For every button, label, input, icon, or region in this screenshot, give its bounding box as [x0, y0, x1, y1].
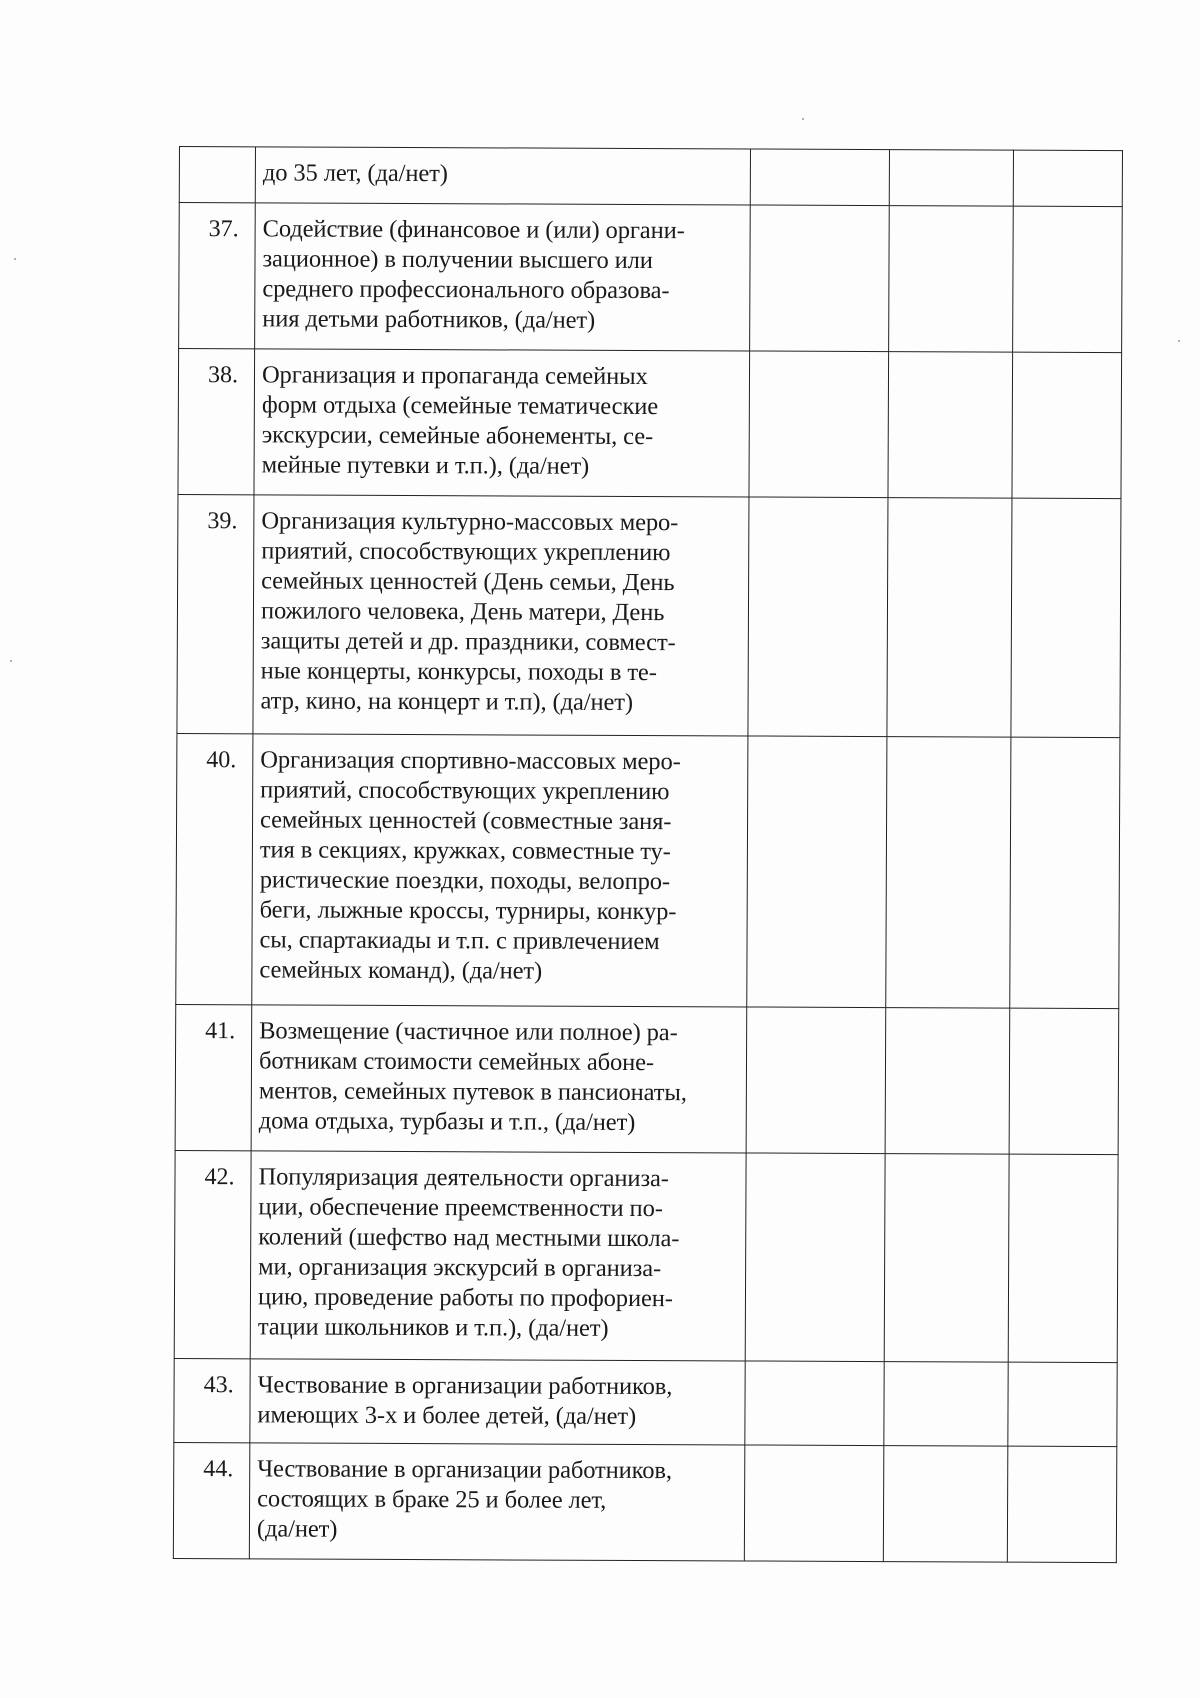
row-criterion-text: Чествование в организации работников, состоящих в браке 25 и более лет, (да/нет) — [249, 1443, 745, 1561]
scan-speck — [10, 660, 12, 662]
row-criterion-text: Содействие (финансовое и (или) органи- зационное) в получении высшего или среднего профессионального образова- ния детьми работников, (да/нет) — [255, 203, 751, 351]
row-number: 39. — [177, 494, 254, 733]
scan-speck — [14, 258, 16, 260]
answer-cell[interactable] — [1010, 737, 1120, 1008]
row-criterion-text: Организация и пропаганда семейных форм отдыха (семейные тематические экскурсии, семейные абонементы, се- мейные путевки и т.п.), (да/нет) — [254, 349, 750, 497]
table-row — [179, 147, 1122, 207]
table-row — [174, 1358, 1117, 1446]
questionnaire-table — [173, 146, 1123, 1563]
row-number: 44. — [173, 1442, 250, 1558]
row-number: 43. — [174, 1358, 250, 1442]
row-number: 42. — [174, 1150, 251, 1358]
table-row — [178, 349, 1122, 499]
answer-cell[interactable] — [1012, 352, 1122, 498]
table-row — [175, 1004, 1119, 1154]
table-row — [176, 733, 1120, 1008]
row-number: 40. — [176, 733, 253, 1004]
answer-cell[interactable] — [1008, 1362, 1117, 1446]
answer-cell[interactable] — [889, 150, 1013, 207]
answer-cell[interactable] — [748, 497, 888, 737]
row-number — [179, 147, 255, 203]
answer-cell[interactable] — [888, 352, 1013, 499]
answer-cell[interactable] — [1013, 206, 1123, 352]
answer-cell[interactable] — [889, 206, 1014, 353]
answer-cell[interactable] — [1007, 1446, 1117, 1562]
row-criterion-text: Организация культурно-массовых меро- приятий, способствующих укреплению семейных ценностей (День семьи, День пожилого человека, День матери, День защиты детей и др. праздники, совмест- ные концерты, конкурсы, походы в те- атр, кино, на концерт и т.п), (да/нет) — [253, 495, 749, 736]
row-number: 38. — [178, 349, 255, 495]
answer-cell[interactable] — [883, 1446, 1008, 1563]
answer-cell[interactable] — [1013, 150, 1122, 206]
answer-cell[interactable] — [744, 1445, 884, 1562]
table-row — [179, 203, 1123, 353]
scan-speck — [802, 118, 804, 120]
answer-cell[interactable] — [746, 1007, 886, 1154]
table-row — [173, 1442, 1116, 1562]
answer-cell[interactable] — [1009, 1008, 1119, 1154]
row-criterion-text: Чествование в организации работников, имеющих 3-х и более детей, (да/нет) — [250, 1359, 745, 1445]
answer-cell[interactable] — [750, 149, 889, 206]
answer-cell[interactable] — [1011, 498, 1121, 737]
answer-cell[interactable] — [745, 1153, 885, 1362]
answer-cell[interactable] — [886, 737, 1011, 1009]
table-row — [177, 494, 1121, 737]
table-row — [174, 1150, 1118, 1362]
scan-speck — [1178, 340, 1180, 342]
answer-cell[interactable] — [885, 1008, 1010, 1155]
answer-cell[interactable] — [750, 205, 890, 352]
row-number: 37. — [179, 203, 256, 349]
answer-cell[interactable] — [884, 1362, 1008, 1447]
answer-cell[interactable] — [749, 351, 889, 498]
row-criterion-text: Возмещение (частичное или полное) ра- ботникам стоимости семейных абоне- ментов, семейных путевок в пансионаты, дома отдыха, турбазы и т.п., (да/нет) — [251, 1005, 747, 1153]
row-criterion-text: Организация спортивно-массовых меро- приятий, способствующих укреплению семейных ценностей (совместные заня- тия в секциях, кружках, совместные ту- ристические поездки, походы, велопро- беги, лыжные кроссы, турниры, конкур- сы, спартакиады и т.п. с привлечением семейных команд), (да/нет) — [252, 734, 748, 1007]
answer-cell[interactable] — [884, 1154, 1009, 1363]
row-criterion-text: Популяризация деятельности организа- ции, обеспечение преемственности по- колений (шефство над местными школа- ми, организация экскурсий в организа- цию, проведение работы по профориен- тации школьников и т.п.), (да/нет) — [250, 1151, 746, 1361]
answer-cell[interactable] — [1008, 1154, 1118, 1362]
row-number: 41. — [175, 1004, 252, 1150]
answer-cell[interactable] — [747, 736, 887, 1008]
answer-cell[interactable] — [887, 498, 1012, 738]
answer-cell[interactable] — [745, 1361, 884, 1446]
row-criterion-text: до 35 лет, (да/нет) — [255, 147, 750, 205]
